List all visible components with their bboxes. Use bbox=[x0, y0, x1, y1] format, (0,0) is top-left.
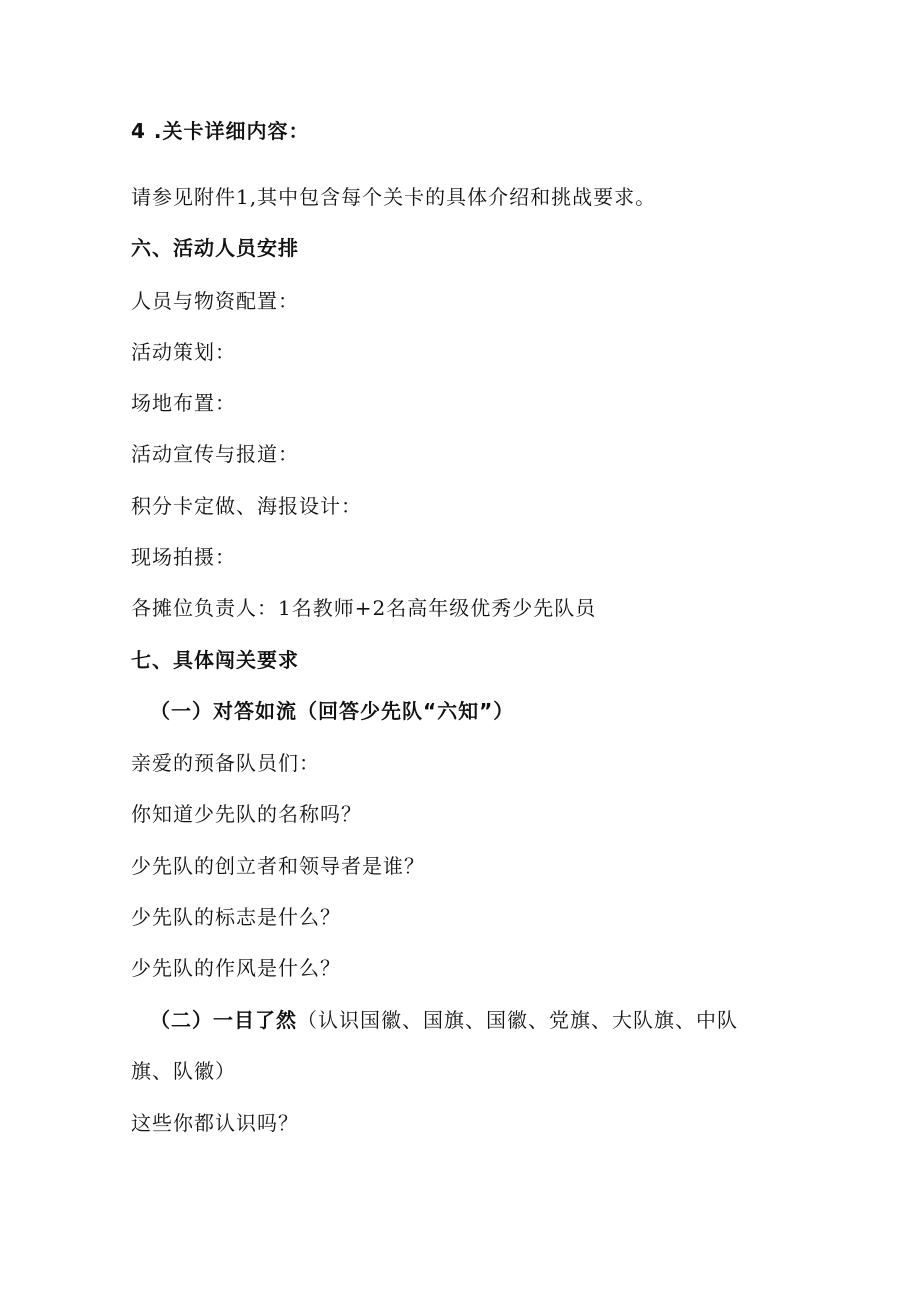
subsection-title-recognition: （二）一目了然 bbox=[150, 1008, 297, 1032]
question-recognize-all: 这些你都认识吗？ bbox=[131, 1111, 299, 1135]
section-heading-staff-arrangement: 六、活动人员安排 bbox=[131, 236, 299, 260]
question-founder: 少先队的创立者和领导者是谁？ bbox=[131, 854, 425, 878]
paragraph-recognition-continued: 旗、队徽） bbox=[131, 1059, 236, 1083]
paragraph-card-poster-design: 积分卡定做、海报设计： bbox=[131, 494, 362, 518]
paragraph-appendix-reference: 请参见附件1,其中包含每个关卡的具体介绍和挑战要求。 bbox=[131, 185, 657, 209]
paragraph-photography: 现场拍摄： bbox=[131, 545, 236, 569]
section-heading-level-details: 4 .关卡详细内容： bbox=[131, 119, 310, 143]
subsection-heading-recognition bbox=[150, 1006, 738, 1034]
paragraph-staff-resources: 人员与物资配置： bbox=[131, 289, 299, 313]
paragraph-activity-planning: 活动策划： bbox=[131, 340, 236, 364]
subsection-heading-quiz: （一）对答如流（回答少先队“六知”） bbox=[150, 699, 515, 723]
section-heading-challenge-requirements: 七、具体闯关要求 bbox=[131, 648, 299, 672]
paragraph-publicity: 活动宣传与报道： bbox=[131, 442, 299, 466]
paragraph-booth-leaders: 各摊位负责人：1名教师+2名高年级优秀少先队员 bbox=[131, 596, 597, 620]
question-style: 少先队的作风是什么？ bbox=[131, 956, 341, 980]
question-symbol: 少先队的标志是什么？ bbox=[131, 905, 341, 929]
subsection-note-recognition: （认识国徽、国旗、国徽、党旗、大队旗、中队 bbox=[297, 1008, 738, 1032]
paragraph-venue-setup: 场地布置： bbox=[131, 391, 236, 415]
question-name: 你知道少先队的名称吗？ bbox=[131, 802, 362, 826]
paragraph-greeting: 亲爱的预备队员们： bbox=[131, 751, 320, 775]
